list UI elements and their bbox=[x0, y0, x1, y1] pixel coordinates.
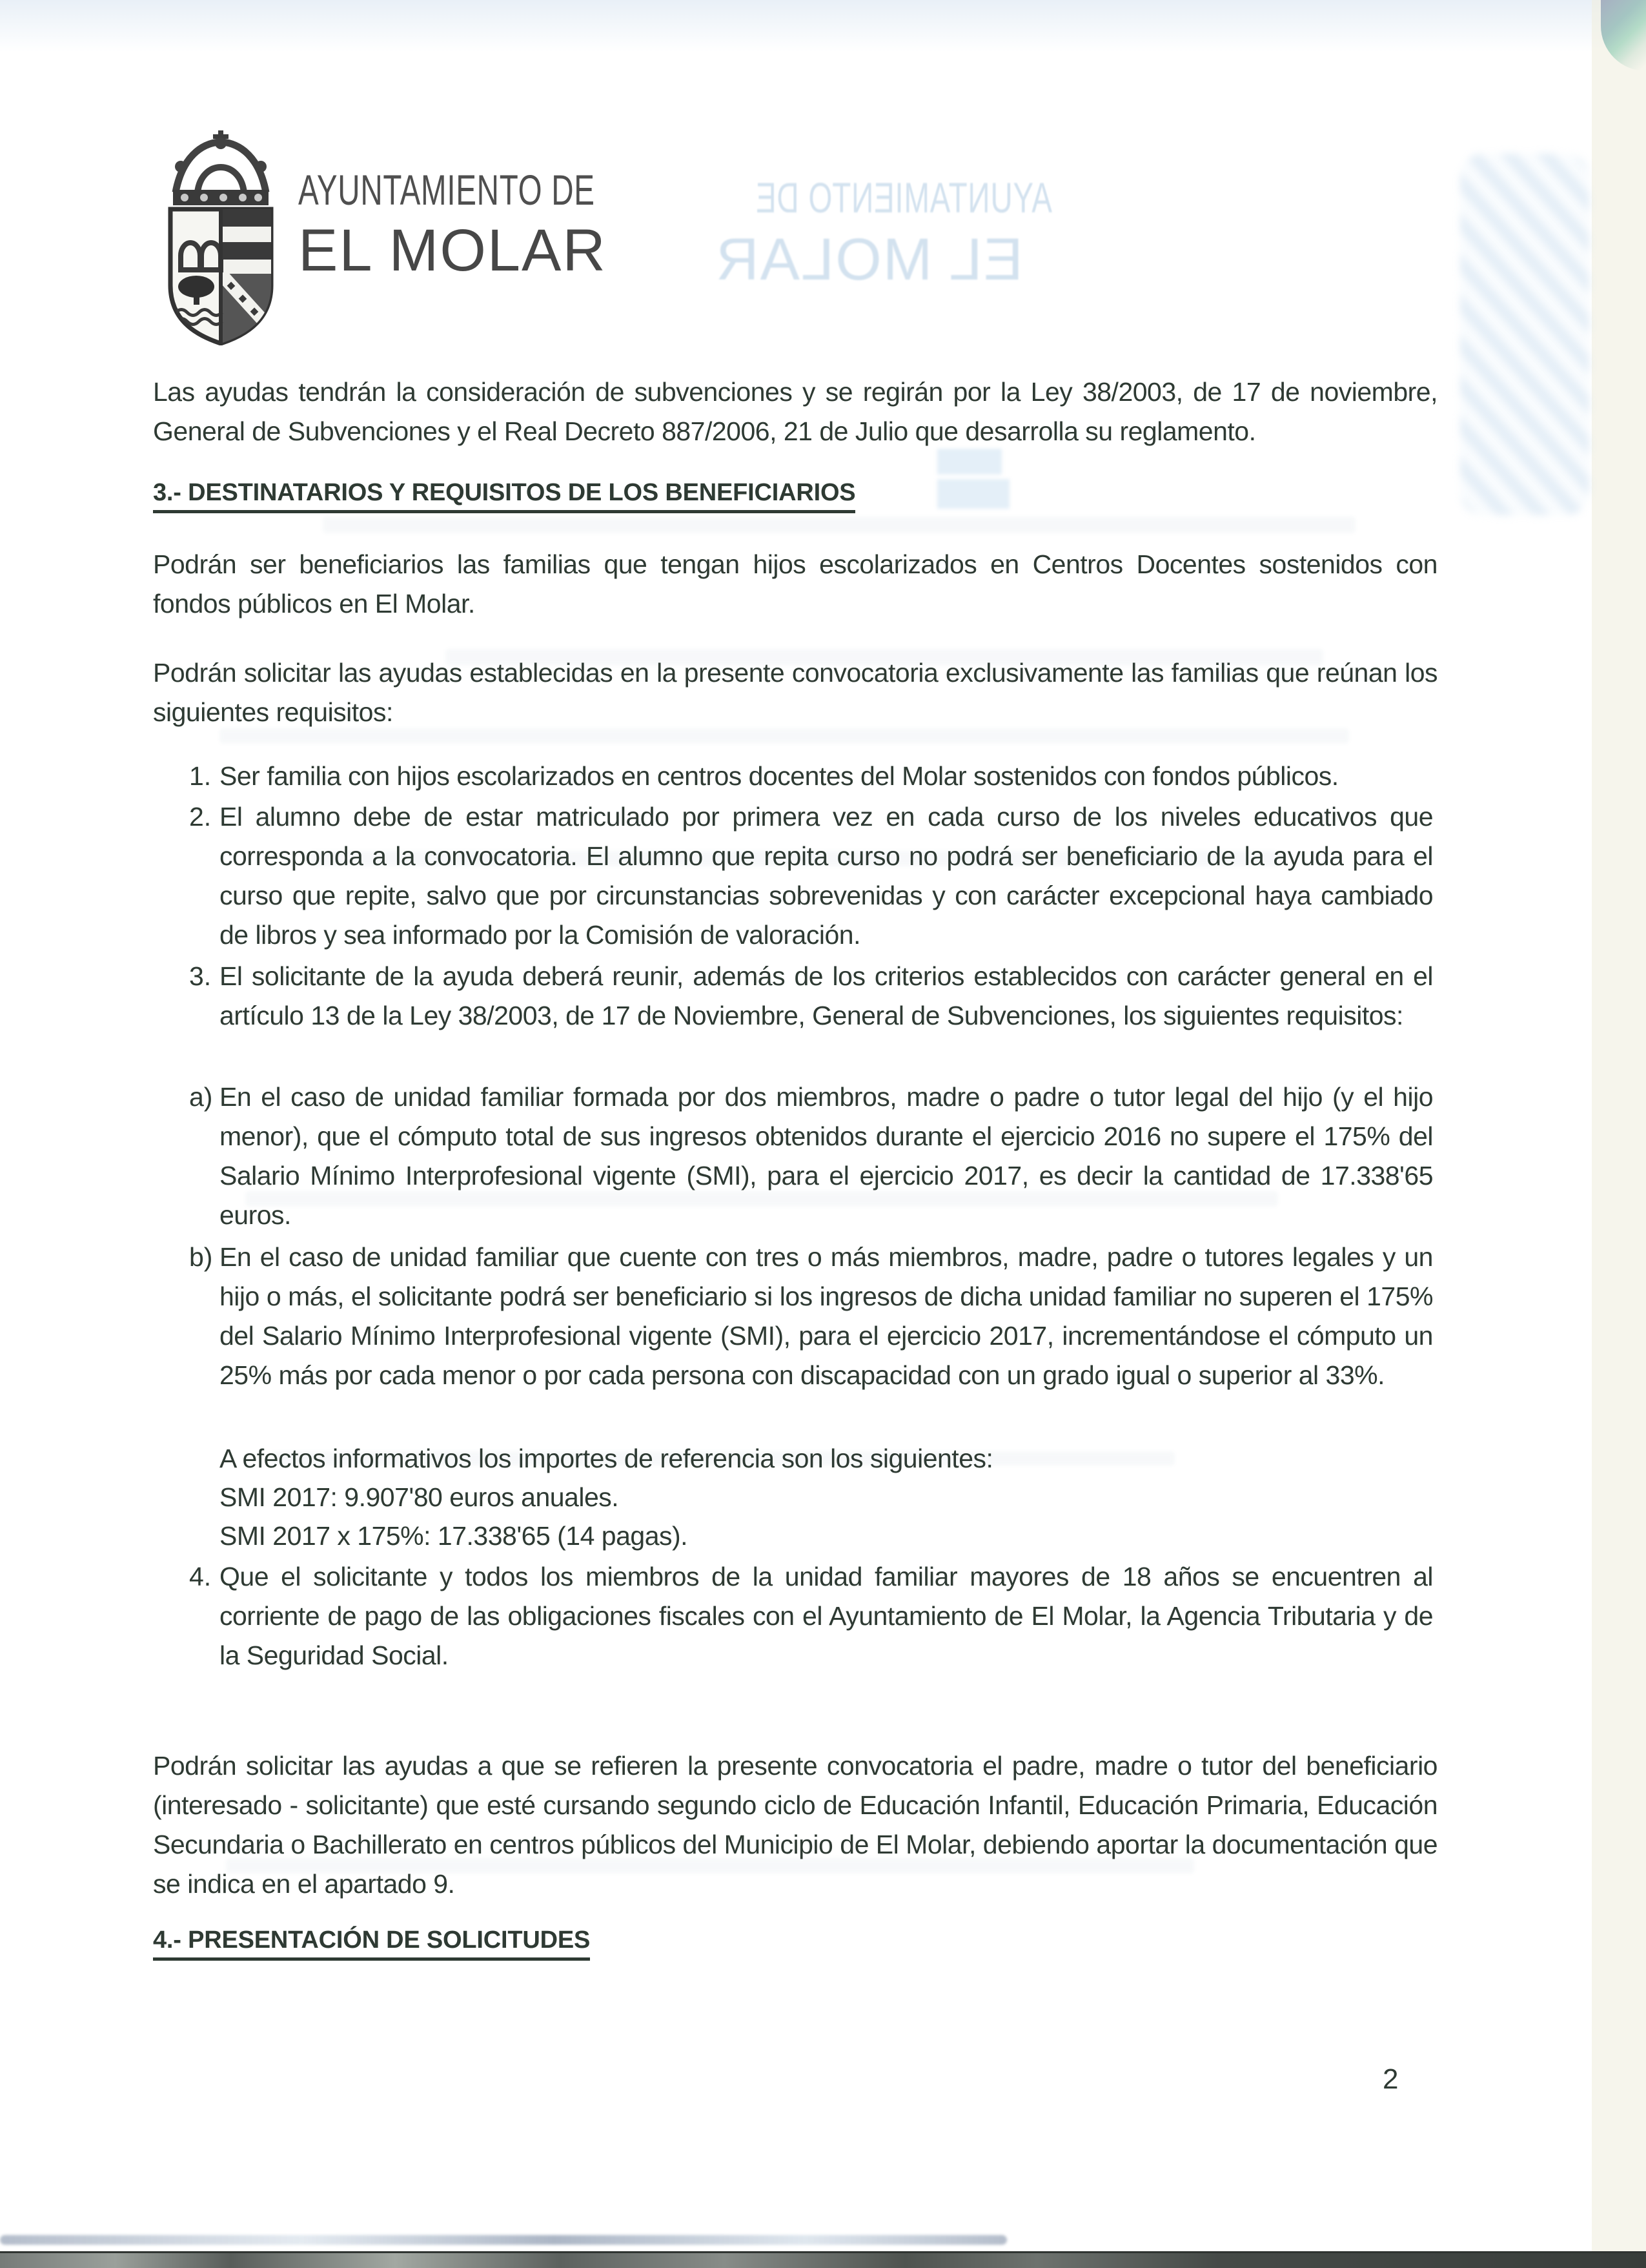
list-item-a-text: En el caso de unidad familiar formada por dos miembros, madre o padre o tutor legal del hijo (y el hijo menor), que el cómputo total de sus ingresos obtenidos durante el ejercicio 2016 no supere el 175% del Salario Mínimo Interprofesional vigente (SMI), para el ejercicio 2017, es decir la cantidad de 17.338'65 euros. bbox=[219, 1082, 1433, 1230]
intro-paragraph: Las ayudas tendrán la consideración de subvenciones y se regirán por la Ley 38/2003, de 17 de noviembre, General de Subvenciones y el Real Decreto 887/2006, 21 de Julio que desarrolla su reglamento. bbox=[153, 377, 1438, 446]
list-item-3-text: El solicitante de la ayuda deberá reunir, además de los criterios establecidos con carácter general en el artículo 13 de la Ley 38/2003, de 17 de Noviembre, General de Subvenciones, los siguientes requisitos: bbox=[219, 961, 1433, 1030]
section3-heading: 3.- DESTINATARIOS Y REQUISITOS DE LOS BENEFICIARIOS bbox=[153, 479, 855, 513]
org-name-line2: EL MOLAR bbox=[298, 218, 607, 283]
list-item-1 bbox=[189, 757, 1433, 796]
section4-heading: 4.- PRESENTACIÓN DE SOLICITUDES bbox=[153, 1926, 590, 1961]
org-name-line1: AYUNTAMIENTO DE bbox=[298, 166, 595, 214]
smi-2017-line: SMI 2017: 9.907'80 euros anuales. bbox=[219, 1482, 619, 1512]
page-number: 2 bbox=[1383, 2063, 1399, 2095]
list-item-1-label: 1. bbox=[189, 761, 212, 791]
list-item-2-text: El alumno debe de estar matriculado por primera vez en cada curso de los niveles educativos que corresponda a la convocatoria. El alumno que repita curso no podrá ser beneficiario de la ayuda para el curso que repite, salvo que por circunstancias sobrevenidas y con carácter excepcional haya cambiado de libros y sea informado por la Comisión de valoración. bbox=[219, 802, 1433, 950]
el-molar-coat-of-arms-icon bbox=[161, 129, 281, 345]
smi-intro-line: A efectos informativos los importes de referencia son los siguientes: bbox=[219, 1444, 993, 1473]
scan-bottom-smear bbox=[0, 2235, 1007, 2245]
list-item-4 bbox=[189, 1557, 1433, 1675]
smi-reference-lines bbox=[219, 1439, 1433, 1555]
list-item-4-text: Que el solicitante y todos los miembros de la unidad familiar mayores de 18 años se encuentren al corriente de pago de las obligaciones fiscales con el Ayuntamiento de El Molar, la Agencia Tributaria y de la Seguridad Social. bbox=[219, 1562, 1433, 1670]
ghost-crest-bleed bbox=[1460, 154, 1589, 515]
list-item-1-text: Ser familia con hijos escolarizados en centros docentes del Molar sostenidos con fondos públicos. bbox=[219, 761, 1339, 791]
list-item-b-text: En el caso de unidad familiar que cuente con tres o más miembros, madre, padre o tutores legales y un hijo o más, el solicitante podrá ser beneficiario si los ingresos de dicha unidad familiar no superen el 175% del Salario Mínimo Interprofesional vigente (SMI), para el ejercicio 2017, incrementándose el cómputo un 25% más por cada menor o por cada persona con discapacidad con un grado igual o superior al 33%. bbox=[219, 1242, 1433, 1390]
list-item-2-label: 2. bbox=[189, 802, 212, 832]
smi-2017-175-line: SMI 2017 x 175%: 17.338'65 (14 pagas). bbox=[219, 1521, 688, 1551]
list-item-b-label: b) bbox=[189, 1242, 213, 1272]
list-item-2 bbox=[189, 797, 1433, 955]
scan-top-tint bbox=[0, 0, 1646, 61]
scan-bottom-bar bbox=[0, 2251, 1646, 2268]
ghost-bleed-spot bbox=[937, 449, 1002, 475]
list-item-4-label: 4. bbox=[189, 1562, 212, 1591]
list-item-a-label: a) bbox=[189, 1082, 213, 1112]
list-item-3 bbox=[189, 957, 1433, 1036]
applicants-paragraph: Podrán solicitar las ayudas a que se refieren la presente convocatoria el padre, madre o tutor del beneficiario (interesado - solicitante) que esté cursando segundo ciclo de Educación Infantil, Educación Primaria, Educación Secundaria o Bachillerato en centros públicos del Municipio de El Molar, debiendo aportar la documentación que se indica en el apartado 9. bbox=[153, 1751, 1438, 1899]
list-item-a bbox=[189, 1078, 1433, 1235]
beneficiaries-paragraph: Podrán ser beneficiarios las familias que tengan hijos escolarizados en Centros Docentes sostenidos con fondos públicos en El Molar. bbox=[153, 549, 1438, 618]
ghost-mirrored-org-line2: EL MOLAR bbox=[715, 227, 1023, 292]
list-item-3-label: 3. bbox=[189, 961, 212, 991]
ghost-bleed-spot bbox=[937, 479, 1010, 509]
ghost-text-band bbox=[323, 516, 1356, 533]
ghost-mirrored-org-line1: AYUNTAMIENTO DE bbox=[755, 174, 1052, 221]
requirements-intro-paragraph: Podrán solicitar las ayudas establecidas en la presente convocatoria exclusivamente las familias que reúnan los siguientes requisitos: bbox=[153, 658, 1438, 727]
scan-right-edge-tint bbox=[1592, 0, 1646, 2268]
list-item-b bbox=[189, 1238, 1433, 1395]
